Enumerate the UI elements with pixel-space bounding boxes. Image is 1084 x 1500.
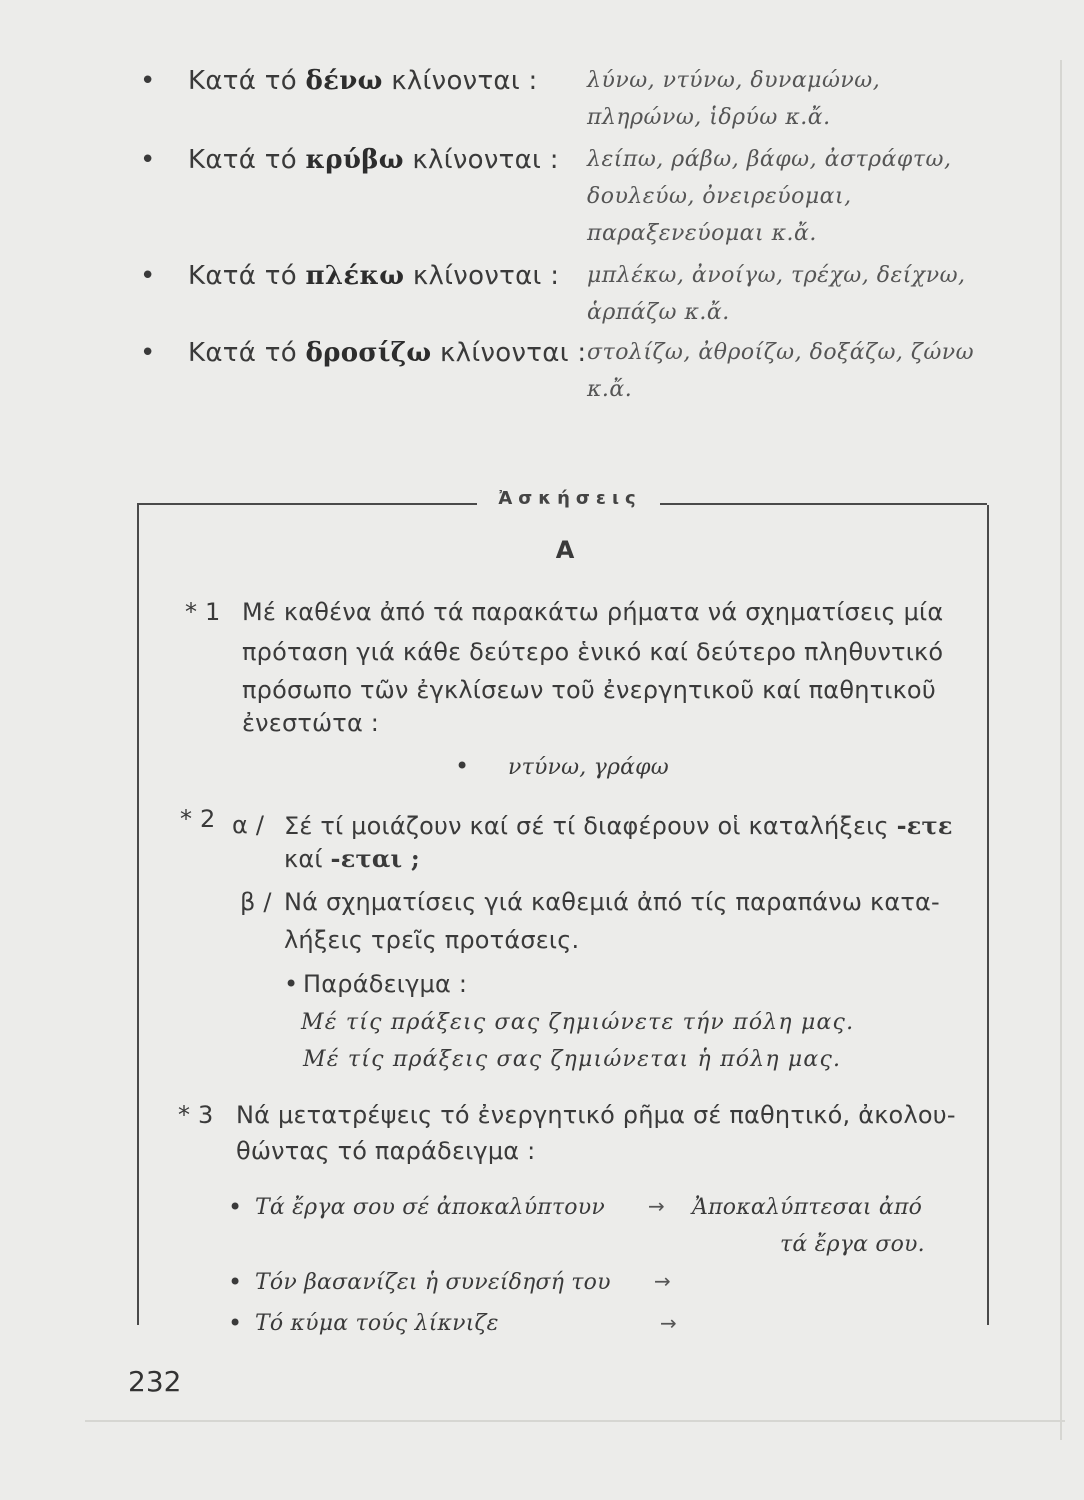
- bullet: •: [140, 145, 156, 175]
- exercise-text-line: λήξεις τρεῖς προτάσεις.: [284, 926, 580, 954]
- exercise-text-line: Νά μετατρέψεις τό ἐνεργητικό ρῆμα σέ παθητικό, ἀκολου-: [236, 1101, 956, 1129]
- exercises-title: Ἀσκήσεις: [498, 488, 642, 509]
- rule-verbs: λύνω, ντύνω, δυναμώνω, πληρώνω, ἱδρύω κ.ἄ.: [587, 68, 881, 130]
- bullet: •: [455, 752, 470, 780]
- bullet: •: [140, 261, 156, 291]
- bullet: •: [228, 1268, 243, 1296]
- exercise-number: * 3: [178, 1101, 214, 1129]
- rule-label: Κατά τό δένω κλίνονται :: [188, 66, 538, 96]
- section-letter: Α: [555, 536, 575, 564]
- exercise-verbs: ντύνω, γράφω: [508, 755, 669, 780]
- rule-verbs: λείπω, ράβω, βάφω, ἀστράφτω, δουλεύω, ὀνειρεύομαι, παραξενεύομαι κ.ἄ.: [587, 147, 952, 246]
- rule-row: [140, 62, 1000, 142]
- exercise-text-line: Νά σχηματίσεις γιά καθεμιά ἀπό τίς παραπάνω κατα-: [284, 888, 940, 916]
- rule-row: [140, 257, 1000, 337]
- box-rule: [660, 503, 987, 505]
- box-rule: [137, 503, 477, 505]
- exercise-text-line: ἐνεστώτα :: [242, 709, 380, 737]
- rule-label: Κατά τό πλέκω κλίνονται :: [188, 261, 560, 291]
- bleed-line: [1060, 60, 1062, 1440]
- part-label: β /: [240, 888, 272, 916]
- rule-label: Κατά τό κρύβω κλίνονται :: [188, 145, 559, 175]
- arrow-icon: →: [654, 1269, 671, 1293]
- exercise-number: * 1: [185, 598, 221, 626]
- rule-verbs: μπλέκω, ἀνοίγω, τρέχω, δείχνω, ἁρπάζω κ.ἄ.: [587, 263, 966, 325]
- bullet: •: [284, 970, 299, 998]
- bleed-line: [85, 1420, 1065, 1422]
- example-sentence: Μέ τίς πράξεις σας ζημιώνετε τήν πόλη μας.: [301, 1010, 855, 1035]
- exercise-answer: τά ἔργα σου.: [780, 1232, 925, 1257]
- exercise-text-line: Μέ καθένα ἀπό τά παρακάτω ρήματα νά σχηματίσεις μία: [242, 598, 944, 626]
- example-label: Παράδειγμα :: [303, 970, 468, 998]
- example-sentence: Μέ τίς πράξεις σας ζημιώνεται ἡ πόλη μας.: [303, 1047, 842, 1072]
- rule-label: Κατά τό δροσίζω κλίνονται :: [188, 338, 587, 368]
- exercise-text-line: Σέ τί μοιάζουν καί σέ τί διαφέρουν οἱ καταλήξεις -ετε: [284, 811, 953, 840]
- bullet: •: [140, 66, 156, 96]
- part-label: α /: [232, 811, 265, 839]
- arrow-icon: →: [648, 1194, 665, 1218]
- page-number: 232: [128, 1365, 182, 1398]
- exercise-text-line: θώντας τό παράδειγμα :: [236, 1137, 536, 1165]
- exercise-answer: Ἀποκαλύπτεσαι ἀπό: [692, 1195, 923, 1220]
- bullet: •: [228, 1193, 243, 1221]
- bullet: •: [140, 338, 156, 368]
- rule-row: [140, 334, 1000, 414]
- exercise-text-line: καί -εται ;: [284, 844, 420, 873]
- bullet: •: [228, 1309, 243, 1337]
- exercise-text-line: πρόταση γιά κάθε δεύτερο ἑνικό καί δεύτερο πληθυντικό: [242, 638, 944, 666]
- rule-verbs: στολίζω, ἀθροίζω, δοξάζω, ζώνω κ.ἄ.: [587, 340, 975, 402]
- rule-row: [140, 141, 1000, 246]
- exercise-item: Τό κύμα τούς λίκνιζε: [255, 1311, 499, 1336]
- exercise-number: * 2: [180, 805, 216, 833]
- arrow-icon: →: [660, 1311, 677, 1335]
- exercise-item: Τόν βασανίζει ἡ συνείδησή του: [255, 1270, 611, 1295]
- exercise-text-line: πρόσωπο τῶν ἐγκλίσεων τοῦ ἐνεργητικοῦ καί παθητικοῦ: [242, 676, 936, 704]
- exercise-item: Τά ἔργα σου σέ ἀποκαλύπτουν: [255, 1195, 605, 1220]
